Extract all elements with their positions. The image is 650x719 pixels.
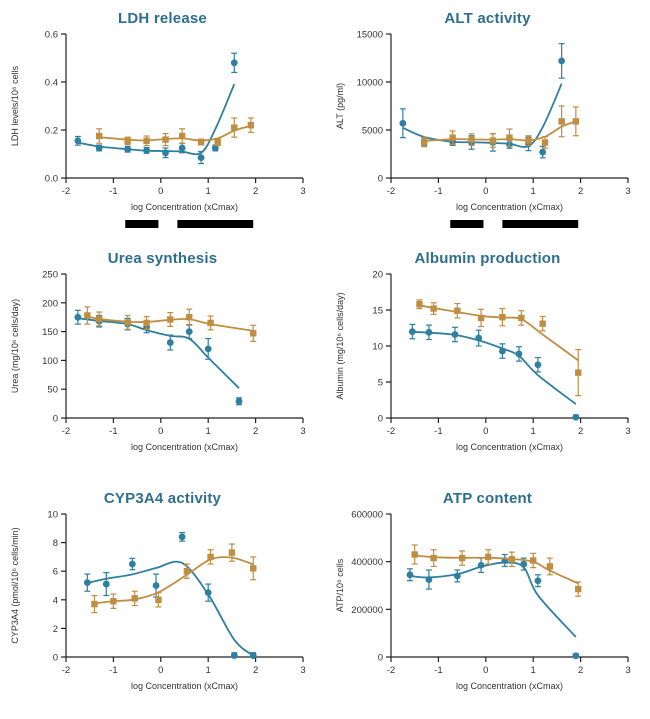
svg-text:0: 0 [158, 426, 164, 437]
data-point [485, 550, 491, 564]
svg-text:100: 100 [42, 355, 58, 367]
svg-text:10000: 10000 [356, 77, 383, 89]
scale-bar [125, 220, 158, 228]
data-point [501, 555, 508, 567]
panel-alt-activity [325, 0, 650, 240]
panel-title: ALT activity [444, 10, 531, 27]
series-curve-blue [78, 318, 239, 388]
svg-text:-1: -1 [109, 665, 118, 676]
data-point [124, 137, 130, 144]
svg-text:log Concentration (xCmax): log Concentration (xCmax) [455, 681, 564, 691]
svg-text:0.0: 0.0 [44, 173, 58, 185]
svg-text:3: 3 [625, 426, 631, 437]
data-point [409, 324, 416, 338]
data-point [459, 551, 465, 565]
panel-title: Urea synthesis [107, 250, 218, 267]
data-point [124, 146, 131, 153]
svg-text:log Concentration (xCmax): log Concentration (xCmax) [130, 202, 239, 212]
data-point [399, 109, 406, 138]
svg-text:-2: -2 [386, 665, 396, 676]
svg-text:ALT (pg/ml): ALT (pg/ml) [335, 82, 345, 130]
plot-alt-activity [325, 0, 650, 240]
panel-title: Albumin production [414, 250, 561, 267]
svg-text:log Concentration (xCmax): log Concentration (xCmax) [130, 442, 239, 452]
data-point [407, 569, 414, 581]
data-point [96, 129, 102, 143]
svg-text:3: 3 [300, 186, 306, 197]
svg-text:-2: -2 [386, 186, 396, 197]
scale-bar [177, 220, 253, 228]
svg-text:0.6: 0.6 [44, 29, 58, 41]
data-point [129, 558, 136, 569]
data-point [575, 582, 581, 596]
data-point [198, 139, 204, 145]
data-point [250, 652, 257, 659]
svg-text:1: 1 [530, 186, 536, 197]
svg-text:0: 0 [483, 665, 489, 676]
svg-text:15: 15 [372, 305, 383, 317]
panel-title: CYP3A4 activity [103, 490, 222, 507]
data-point [84, 307, 90, 324]
panel-title: ATP content [442, 490, 533, 507]
data-point [91, 596, 97, 613]
data-point [558, 44, 565, 79]
data-point [231, 53, 238, 72]
data-point [179, 129, 185, 143]
series-curve-blue [410, 563, 576, 637]
data-point [478, 309, 484, 326]
data-point [573, 107, 579, 136]
svg-text:8: 8 [52, 538, 58, 550]
data-point [74, 310, 81, 324]
data-point [572, 414, 579, 421]
svg-text:3: 3 [300, 426, 306, 437]
data-point [539, 316, 545, 330]
panel-cyp3a4-activity [0, 480, 325, 719]
data-point [179, 533, 186, 542]
scale-bar [450, 220, 483, 228]
svg-text:0: 0 [158, 665, 164, 676]
svg-text:250: 250 [42, 269, 58, 281]
panel-urea-synthesis [0, 240, 325, 480]
svg-text:2: 2 [252, 665, 259, 676]
data-point [572, 652, 579, 659]
svg-text:ATP/10⁶ cells: ATP/10⁶ cells [335, 558, 345, 613]
svg-text:log Concentration (xCmax): log Concentration (xCmax) [455, 202, 564, 212]
svg-text:6: 6 [52, 566, 58, 578]
svg-text:log Concentration (xCmax): log Concentration (xCmax) [455, 442, 564, 452]
data-point [416, 300, 422, 309]
svg-text:0: 0 [483, 186, 489, 197]
data-point [207, 550, 213, 564]
data-point [430, 303, 436, 315]
svg-text:0: 0 [377, 413, 383, 425]
svg-text:-1: -1 [109, 426, 118, 437]
data-point [454, 570, 461, 582]
svg-text:0: 0 [377, 652, 383, 664]
data-point [454, 304, 460, 318]
series-curve-tan [424, 121, 576, 141]
svg-text:3: 3 [300, 665, 306, 676]
svg-text:-1: -1 [434, 426, 443, 437]
data-point [186, 309, 192, 325]
svg-text:-1: -1 [434, 665, 443, 676]
scale-bar [502, 220, 578, 228]
series-curve-tan [415, 555, 579, 583]
svg-text:400000: 400000 [351, 557, 383, 569]
panel-albumin-production [325, 240, 650, 480]
data-point [143, 136, 149, 146]
svg-text:1: 1 [530, 665, 536, 676]
data-point [250, 325, 256, 341]
svg-text:4: 4 [52, 595, 58, 607]
series-curve-tan [94, 557, 253, 603]
data-point [103, 573, 110, 596]
svg-text:0: 0 [158, 186, 164, 197]
svg-text:0: 0 [377, 173, 383, 185]
data-point [558, 106, 564, 137]
svg-text:0.4: 0.4 [44, 77, 58, 89]
svg-text:1: 1 [205, 665, 211, 676]
svg-text:0.2: 0.2 [44, 125, 58, 137]
data-point [499, 344, 506, 358]
data-point [518, 311, 524, 325]
data-point [124, 315, 130, 329]
data-point [167, 313, 173, 327]
svg-text:150: 150 [42, 327, 58, 339]
data-point [475, 330, 482, 346]
data-point [248, 118, 254, 132]
data-point [207, 316, 213, 330]
data-point [535, 575, 542, 587]
data-point [162, 134, 168, 146]
svg-text:200: 200 [42, 298, 58, 310]
data-point [186, 325, 193, 339]
svg-text:Albumin (mg/10⁶ cells/day): Albumin (mg/10⁶ cells/day) [335, 292, 345, 400]
svg-text:200000: 200000 [351, 604, 383, 616]
series-curve-blue [412, 332, 576, 404]
svg-text:2: 2 [252, 426, 259, 437]
svg-text:2: 2 [577, 186, 584, 197]
svg-text:5000: 5000 [361, 125, 383, 137]
data-point [478, 558, 485, 572]
chart-svg [0, 240, 325, 480]
svg-text:3: 3 [625, 186, 631, 197]
svg-text:LDH levels/10⁶ cells: LDH levels/10⁶ cells [10, 65, 20, 147]
data-point [412, 545, 418, 564]
plot-cyp3a4-activity [0, 480, 325, 719]
data-point [430, 550, 436, 567]
data-point [143, 147, 150, 154]
svg-text:log Concentration (xCmax): log Concentration (xCmax) [130, 681, 239, 691]
data-point [214, 138, 220, 145]
svg-text:0: 0 [52, 652, 58, 664]
chart-svg [325, 0, 650, 240]
data-point [167, 335, 174, 350]
svg-text:600000: 600000 [351, 509, 383, 521]
chart-svg [325, 240, 650, 480]
data-point [452, 327, 459, 341]
data-point [84, 574, 91, 591]
svg-text:15000: 15000 [356, 29, 383, 41]
svg-text:2: 2 [52, 623, 58, 635]
plot-ldh-release [0, 0, 325, 240]
svg-text:50: 50 [47, 384, 58, 396]
plot-albumin-production [325, 240, 650, 480]
plot-urea-synthesis [0, 240, 325, 480]
data-point [96, 145, 103, 152]
data-point [530, 553, 536, 567]
data-point [236, 398, 243, 405]
svg-text:-2: -2 [386, 426, 396, 437]
data-point [110, 594, 116, 608]
panel-atp-content [325, 480, 650, 719]
data-point [250, 557, 256, 580]
data-point [162, 148, 169, 158]
svg-text:-2: -2 [61, 426, 71, 437]
panel-ldh-release [0, 0, 325, 240]
svg-text:20: 20 [372, 269, 383, 281]
chart-svg [0, 0, 325, 240]
svg-text:10: 10 [47, 509, 58, 521]
data-point [426, 325, 433, 339]
svg-text:1: 1 [205, 186, 211, 197]
svg-text:0: 0 [483, 426, 489, 437]
data-point [231, 118, 237, 137]
svg-text:-2: -2 [61, 186, 71, 197]
data-point [509, 552, 515, 566]
chart-svg [0, 480, 325, 719]
plot-atp-content [325, 480, 650, 719]
data-point [426, 570, 433, 589]
svg-text:5: 5 [377, 377, 383, 389]
svg-text:-2: -2 [61, 665, 71, 676]
data-point [499, 309, 505, 326]
svg-text:2: 2 [252, 186, 259, 197]
data-point [132, 591, 138, 605]
svg-text:1: 1 [205, 426, 211, 437]
svg-text:3: 3 [625, 665, 631, 676]
svg-text:10: 10 [372, 341, 383, 353]
svg-text:CYP3A4 (pmol/10⁶ cells/min): CYP3A4 (pmol/10⁶ cells/min) [10, 527, 20, 644]
svg-text:-1: -1 [434, 186, 443, 197]
panel-title: LDH release [118, 10, 207, 27]
data-point [231, 652, 238, 659]
data-point [575, 350, 581, 396]
data-point [535, 358, 542, 372]
svg-text:-1: -1 [109, 186, 118, 197]
chart-svg [325, 480, 650, 719]
svg-text:2: 2 [577, 426, 584, 437]
svg-text:2: 2 [577, 665, 584, 676]
series-curve-tan [99, 126, 251, 141]
svg-text:Urea (mg/10⁶ cells/day): Urea (mg/10⁶ cells/day) [10, 298, 20, 394]
svg-text:1: 1 [530, 426, 536, 437]
data-point [490, 134, 496, 147]
svg-text:0: 0 [52, 413, 58, 425]
